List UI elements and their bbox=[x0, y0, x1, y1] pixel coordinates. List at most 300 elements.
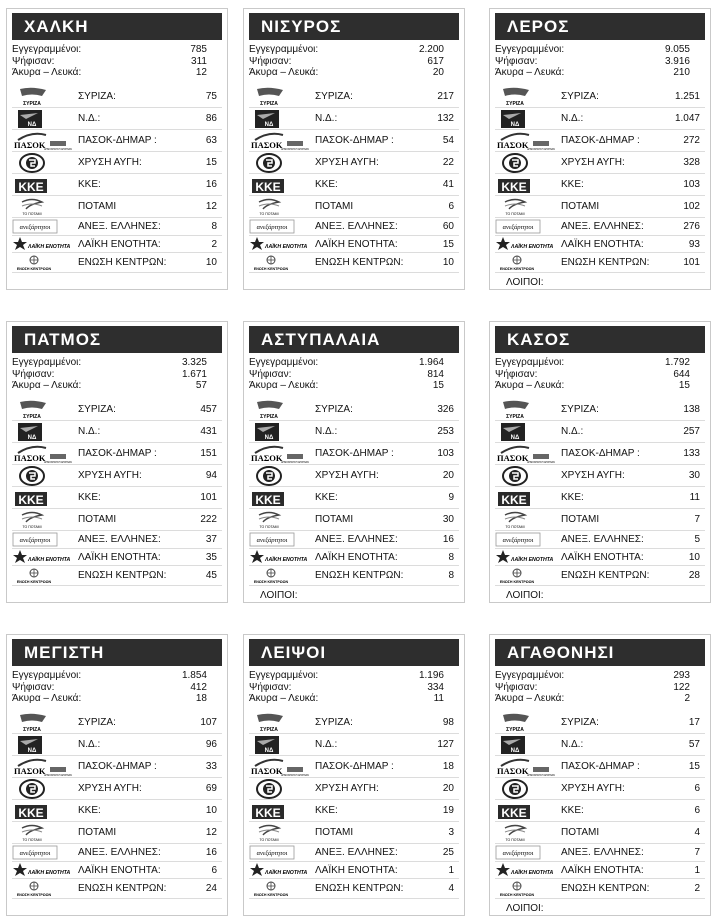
party-votes: 151 bbox=[200, 448, 217, 459]
party-name: ΛΑΪΚΗ ΕΝΟΤΗΤΑ: bbox=[561, 238, 644, 250]
party-row-potami bbox=[495, 822, 705, 844]
voted-value: 644 bbox=[673, 368, 690, 380]
voted-value: 1.671 bbox=[181, 368, 207, 380]
party-votes: 11 bbox=[689, 492, 700, 503]
registered-row bbox=[12, 670, 207, 682]
potami-logo-icon bbox=[249, 823, 305, 843]
kke-logo-icon bbox=[249, 801, 305, 821]
kke-logo-icon bbox=[12, 175, 68, 195]
party-name: ΠΟΤΑΜΙ bbox=[315, 514, 354, 525]
party-row-kke bbox=[495, 800, 705, 822]
party-name: ΣΥΡΙΖΑ: bbox=[315, 717, 353, 728]
party-name: ΧΡΥΣΗ ΑΥΓΗ: bbox=[315, 470, 379, 481]
party-name: ΠΟΤΑΜΙ bbox=[78, 827, 117, 838]
svg-text:ΠΑΣΟΚ: ΠΑΣΟΚ bbox=[497, 452, 529, 463]
party-votes: 30 bbox=[688, 470, 700, 481]
invalid-blank-value: 20 bbox=[432, 67, 444, 78]
invalid-blank-label: Άκυρα – Λευκά: bbox=[12, 67, 82, 78]
syriza-logo-icon bbox=[12, 713, 68, 733]
enosi-kentroon-logo-icon bbox=[495, 567, 551, 585]
voted-row bbox=[249, 682, 444, 694]
party-row-potami bbox=[12, 509, 222, 531]
party-votes: 15 bbox=[688, 761, 700, 772]
party-name: Ν.Δ.: bbox=[78, 426, 101, 437]
svg-text:ΠΑΣΟΚ: ΠΑΣΟΚ bbox=[497, 765, 529, 776]
party-votes: 4 bbox=[694, 827, 700, 838]
svg-text:ΕΝΩΣΗ ΚΕΝΤΡΩΩΝ: ΕΝΩΣΗ ΚΕΝΤΡΩΩΝ bbox=[499, 266, 535, 271]
party-votes: 10 bbox=[688, 551, 700, 563]
party-row-pasok-dimar bbox=[495, 443, 705, 465]
voted-value: 814 bbox=[427, 368, 444, 380]
party-row-anel bbox=[495, 844, 705, 862]
party-votes: 6 bbox=[694, 783, 700, 794]
laiki-enotita-logo-icon bbox=[495, 862, 554, 879]
remaining-label: ΛΟΙΠΟΙ: bbox=[260, 590, 298, 601]
syriza-logo-icon bbox=[249, 713, 305, 733]
party-row-laiki-enotita bbox=[495, 862, 705, 879]
party-row-chrysi-avgi bbox=[249, 465, 459, 487]
party-row-nd bbox=[249, 108, 459, 130]
svg-text:ανεξάρτητοι: ανεξάρτητοι bbox=[19, 536, 51, 544]
svg-text:ΛΑΪΚΗ ΕΝΟΤΗΤΑ: ΛΑΪΚΗ ΕΝΟΤΗΤΑ bbox=[28, 556, 71, 563]
svg-text:ΛΑΪΚΗ ΕΝΟΤΗΤΑ: ΛΑΪΚΗ ΕΝΟΤΗΤΑ bbox=[28, 869, 71, 876]
party-name: ΠΟΤΑΜΙ bbox=[561, 514, 600, 525]
island-title: ΧΑΛΚΗ bbox=[12, 13, 222, 40]
party-name: ΚΚΕ: bbox=[315, 805, 338, 816]
party-row-chrysi-avgi bbox=[495, 778, 705, 800]
party-name: ΛΑΪΚΗ ΕΝΟΤΗΤΑ: bbox=[561, 864, 644, 876]
party-name: ΚΚΕ: bbox=[561, 492, 584, 503]
enosi-kentroon-logo-icon bbox=[12, 567, 68, 585]
svg-text:ΤΟ ΠΟΤΑΜΙ: ΤΟ ΠΟΤΑΜΙ bbox=[22, 211, 42, 216]
party-name: ΧΡΥΣΗ ΑΥΓΗ: bbox=[78, 157, 142, 168]
svg-text:ΣΥΡΙΖΑ: ΣΥΡΙΖΑ bbox=[23, 413, 41, 420]
voted-label: Ψήφισαν: bbox=[249, 55, 292, 67]
potami-logo-icon bbox=[12, 823, 68, 843]
party-row-syriza bbox=[495, 86, 705, 108]
party-name: ΣΥΡΙΖΑ: bbox=[561, 404, 599, 415]
party-name: ΕΝΩΣΗ ΚΕΝΤΡΩΝ: bbox=[78, 883, 167, 894]
invalid-blank-label: Άκυρα – Λευκά: bbox=[12, 693, 82, 704]
island-stats bbox=[495, 670, 690, 705]
invalid-blank-label: Άκυρα – Λευκά: bbox=[495, 380, 565, 391]
party-name: ΕΝΩΣΗ ΚΕΝΤΡΩΝ: bbox=[78, 257, 167, 268]
party-votes: 15 bbox=[442, 238, 454, 250]
nd-logo-icon bbox=[12, 735, 68, 755]
voted-label: Ψήφισαν: bbox=[249, 681, 292, 693]
party-name: ΛΑΪΚΗ ΕΝΟΤΗΤΑ: bbox=[78, 551, 161, 563]
party-votes: 1.251 bbox=[674, 91, 700, 102]
svg-text:ΠΑΣΟΚ: ΠΑΣΟΚ bbox=[497, 139, 529, 150]
voted-label: Ψήφισαν: bbox=[12, 368, 55, 380]
registered-value: 3.325 bbox=[181, 357, 207, 368]
invalid-blank-row bbox=[249, 380, 444, 392]
party-votes: 431 bbox=[200, 426, 217, 437]
voted-label: Ψήφισαν: bbox=[249, 368, 292, 380]
party-row-pasok-dimar bbox=[495, 130, 705, 152]
party-name: ΚΚΕ: bbox=[78, 805, 101, 816]
party-name: ΕΝΩΣΗ ΚΕΝΤΡΩΝ: bbox=[315, 570, 404, 581]
chrysi-avgi-logo-icon bbox=[12, 466, 68, 486]
party-row-pasok-dimar bbox=[495, 756, 705, 778]
voted-row bbox=[495, 682, 690, 694]
party-row-chrysi-avgi bbox=[12, 778, 222, 800]
party-results-list bbox=[495, 712, 705, 899]
party-row-nd bbox=[495, 734, 705, 756]
anel-logo-icon bbox=[495, 844, 551, 862]
party-votes: 54 bbox=[442, 135, 454, 146]
party-votes: 93 bbox=[688, 238, 700, 250]
island-panel bbox=[6, 321, 228, 603]
island-panel bbox=[6, 8, 228, 290]
laiki-enotita-logo-icon bbox=[12, 236, 71, 253]
nd-logo-icon bbox=[495, 109, 551, 129]
svg-text:ΤΟ ΠΟΤΑΜΙ: ΤΟ ΠΟΤΑΜΙ bbox=[505, 524, 525, 529]
party-votes: 222 bbox=[200, 514, 217, 525]
party-name: ΕΝΩΣΗ ΚΕΝΤΡΩΝ: bbox=[78, 570, 167, 581]
party-row-enosi-kentroon bbox=[12, 879, 222, 899]
party-name: ΠΑΣΟΚ-ΔΗΜΑΡ : bbox=[315, 448, 394, 459]
svg-text:ανεξάρτητοι: ανεξάρτητοι bbox=[19, 849, 51, 857]
svg-text:ανεξάρτητοι: ανεξάρτητοι bbox=[256, 223, 288, 231]
party-name: Ν.Δ.: bbox=[561, 113, 584, 124]
party-row-enosi-kentroon bbox=[249, 566, 459, 586]
party-row-potami bbox=[249, 196, 459, 218]
registered-value: 1.854 bbox=[181, 670, 207, 681]
remaining-label: ΛΟΙΠΟΙ: bbox=[506, 903, 544, 914]
svg-text:KKE: KKE bbox=[501, 805, 527, 820]
party-name: Ν.Δ.: bbox=[315, 739, 338, 750]
party-row-enosi-kentroon bbox=[249, 253, 459, 273]
svg-text:ΠΑΣΟΚ: ΠΑΣΟΚ bbox=[14, 452, 46, 463]
island-title: ΑΣΤΥΠΑΛΑΙΑ bbox=[249, 326, 459, 353]
potami-logo-icon bbox=[495, 510, 551, 530]
party-row-potami bbox=[12, 822, 222, 844]
invalid-blank-row bbox=[249, 693, 444, 705]
party-votes: 22 bbox=[442, 157, 454, 168]
party-row-potami bbox=[249, 509, 459, 531]
registered-value: 293 bbox=[673, 670, 690, 681]
party-name: ΛΑΪΚΗ ΕΝΟΤΗΤΑ: bbox=[315, 238, 398, 250]
registered-row bbox=[249, 357, 444, 369]
nd-logo-icon bbox=[249, 109, 305, 129]
party-name: Ν.Δ.: bbox=[315, 113, 338, 124]
svg-text:ΝΔ: ΝΔ bbox=[264, 121, 274, 128]
party-row-anel bbox=[249, 844, 459, 862]
party-name: ΛΑΪΚΗ ΕΝΟΤΗΤΑ: bbox=[78, 864, 161, 876]
voted-label: Ψήφισαν: bbox=[495, 368, 538, 380]
island-panel bbox=[243, 634, 465, 916]
svg-text:ΝΔ: ΝΔ bbox=[510, 434, 520, 441]
party-results-list bbox=[495, 399, 705, 586]
svg-text:ΠΑΣΟΚ: ΠΑΣΟΚ bbox=[251, 765, 283, 776]
enosi-kentroon-logo-icon bbox=[495, 880, 551, 898]
party-name: Ν.Δ.: bbox=[78, 113, 101, 124]
party-name: ΠΑΣΟΚ-ΔΗΜΑΡ : bbox=[315, 135, 394, 146]
svg-text:ΝΔ: ΝΔ bbox=[27, 434, 37, 441]
svg-text:ΔΗΜΟΚΡΑΤΙΚΗ ΑΡΙΣΤΕΡΑ: ΔΗΜΟΚΡΑΤΙΚΗ ΑΡΙΣΤΕΡΑ bbox=[281, 461, 309, 464]
svg-text:ΤΟ ΠΟΤΑΜΙ: ΤΟ ΠΟΤΑΜΙ bbox=[259, 524, 279, 529]
svg-text:KKE: KKE bbox=[18, 805, 44, 820]
svg-text:ΤΟ ΠΟΤΑΜΙ: ΤΟ ΠΟΤΑΜΙ bbox=[22, 524, 42, 529]
svg-text:ΕΝΩΣΗ ΚΕΝΤΡΩΩΝ: ΕΝΩΣΗ ΚΕΝΤΡΩΩΝ bbox=[16, 266, 52, 271]
party-row-potami bbox=[495, 509, 705, 531]
island-title: ΚΑΣΟΣ bbox=[495, 326, 705, 353]
island-title: ΑΓΑΘΟΝΗΣΙ bbox=[495, 639, 705, 666]
pasok-dimar-logo-icon bbox=[495, 444, 555, 464]
party-name: ΠΟΤΑΜΙ bbox=[315, 827, 354, 838]
island-panel bbox=[243, 8, 465, 290]
party-row-laiki-enotita bbox=[12, 236, 222, 253]
svg-text:ΔΗΜΟΚΡΑΤΙΚΗ ΑΡΙΣΤΕΡΑ: ΔΗΜΟΚΡΑΤΙΚΗ ΑΡΙΣΤΕΡΑ bbox=[527, 148, 555, 151]
pasok-dimar-logo-icon bbox=[12, 757, 72, 777]
party-votes: 15 bbox=[205, 157, 217, 168]
svg-text:ΛΑΪΚΗ ΕΝΟΤΗΤΑ: ΛΑΪΚΗ ΕΝΟΤΗΤΑ bbox=[265, 869, 308, 876]
party-name: ΠΑΣΟΚ-ΔΗΜΑΡ : bbox=[315, 761, 394, 772]
island-title: ΠΑΤΜΟΣ bbox=[12, 326, 222, 353]
invalid-blank-value: 15 bbox=[432, 380, 444, 391]
party-votes: 20 bbox=[442, 470, 454, 481]
voted-value: 617 bbox=[427, 55, 444, 67]
party-row-enosi-kentroon bbox=[495, 566, 705, 586]
invalid-blank-value: 12 bbox=[195, 67, 207, 78]
pasok-dimar-logo-icon bbox=[12, 444, 72, 464]
party-votes: 30 bbox=[442, 514, 454, 525]
party-votes: 2 bbox=[211, 238, 217, 250]
party-votes: 33 bbox=[205, 761, 217, 772]
party-name: ΕΝΩΣΗ ΚΕΝΤΡΩΝ: bbox=[315, 257, 404, 268]
party-name: ΑΝΕΞ. ΕΛΛΗΝΕΣ: bbox=[561, 534, 644, 545]
pasok-dimar-logo-icon bbox=[249, 444, 309, 464]
invalid-blank-value: 11 bbox=[433, 693, 444, 704]
party-votes: 10 bbox=[442, 257, 454, 268]
party-row-pasok-dimar bbox=[249, 756, 459, 778]
registered-row bbox=[495, 670, 690, 682]
remaining-label: ΛΟΙΠΟΙ: bbox=[506, 590, 544, 601]
party-votes: 1 bbox=[448, 864, 454, 876]
party-name: ΧΡΥΣΗ ΑΥΓΗ: bbox=[561, 157, 625, 168]
svg-text:ΣΥΡΙΖΑ: ΣΥΡΙΖΑ bbox=[506, 100, 524, 107]
party-name: ΕΝΩΣΗ ΚΕΝΤΡΩΝ: bbox=[561, 883, 650, 894]
party-row-chrysi-avgi bbox=[249, 152, 459, 174]
party-votes: 17 bbox=[688, 717, 700, 728]
invalid-blank-row bbox=[495, 693, 690, 705]
party-votes: 7 bbox=[694, 847, 700, 858]
nd-logo-icon bbox=[249, 735, 305, 755]
anel-logo-icon bbox=[495, 218, 551, 236]
party-name: ΧΡΥΣΗ ΑΥΓΗ: bbox=[561, 470, 625, 481]
party-name: ΧΡΥΣΗ ΑΥΓΗ: bbox=[561, 783, 625, 794]
party-name: Ν.Δ.: bbox=[561, 739, 584, 750]
voted-row bbox=[495, 56, 690, 68]
kke-logo-icon bbox=[12, 488, 68, 508]
kke-logo-icon bbox=[495, 488, 551, 508]
party-results-list bbox=[249, 399, 459, 586]
party-row-anel bbox=[249, 531, 459, 549]
svg-text:ΛΑΪΚΗ ΕΝΟΤΗΤΑ: ΛΑΪΚΗ ΕΝΟΤΗΤΑ bbox=[28, 243, 71, 250]
party-name: ΛΑΪΚΗ ΕΝΟΤΗΤΑ: bbox=[561, 551, 644, 563]
registered-label: Εγγεγραμμένοι: bbox=[495, 670, 565, 681]
invalid-blank-row bbox=[12, 67, 207, 79]
svg-text:ανεξάρτητοι: ανεξάρτητοι bbox=[256, 849, 288, 857]
svg-text:ΔΗΜΟΚΡΑΤΙΚΗ ΑΡΙΣΤΕΡΑ: ΔΗΜΟΚΡΑΤΙΚΗ ΑΡΙΣΤΕΡΑ bbox=[527, 774, 555, 777]
chrysi-avgi-logo-icon bbox=[249, 779, 305, 799]
party-name: ΑΝΕΞ. ΕΛΛΗΝΕΣ: bbox=[78, 221, 161, 232]
party-row-chrysi-avgi bbox=[12, 152, 222, 174]
svg-text:ΔΗΜΟΚΡΑΤΙΚΗ ΑΡΙΣΤΕΡΑ: ΔΗΜΟΚΡΑΤΙΚΗ ΑΡΙΣΤΕΡΑ bbox=[281, 774, 309, 777]
party-name: ΧΡΥΣΗ ΑΥΓΗ: bbox=[315, 157, 379, 168]
svg-text:ΕΝΩΣΗ ΚΕΝΤΡΩΩΝ: ΕΝΩΣΗ ΚΕΝΤΡΩΩΝ bbox=[253, 579, 289, 584]
svg-text:ΣΥΡΙΖΑ: ΣΥΡΙΖΑ bbox=[506, 726, 524, 733]
island-stats bbox=[495, 44, 690, 79]
anel-logo-icon bbox=[12, 218, 68, 236]
svg-text:ΤΟ ΠΟΤΑΜΙ: ΤΟ ΠΟΤΑΜΙ bbox=[22, 837, 42, 842]
island-stats bbox=[12, 670, 207, 705]
party-votes: 101 bbox=[200, 492, 217, 503]
registered-label: Εγγεγραμμένοι: bbox=[495, 44, 565, 55]
anel-logo-icon bbox=[12, 531, 68, 549]
kke-logo-icon bbox=[249, 488, 305, 508]
party-votes: 103 bbox=[437, 448, 454, 459]
enosi-kentroon-logo-icon bbox=[495, 254, 551, 272]
party-name: ΣΥΡΙΖΑ: bbox=[78, 404, 116, 415]
registered-value: 1.196 bbox=[418, 670, 444, 681]
party-votes: 10 bbox=[205, 257, 217, 268]
party-name: ΑΝΕΞ. ΕΛΛΗΝΕΣ: bbox=[315, 847, 398, 858]
party-name: ΕΝΩΣΗ ΚΕΝΤΡΩΝ: bbox=[561, 570, 650, 581]
svg-text:ΕΝΩΣΗ ΚΕΝΤΡΩΩΝ: ΕΝΩΣΗ ΚΕΝΤΡΩΩΝ bbox=[16, 579, 52, 584]
party-row-kke bbox=[249, 174, 459, 196]
party-row-syriza bbox=[12, 86, 222, 108]
enosi-kentroon-logo-icon bbox=[249, 254, 305, 272]
party-row-kke bbox=[249, 487, 459, 509]
party-row-anel bbox=[12, 531, 222, 549]
remaining-label: ΛΟΙΠΟΙ: bbox=[506, 277, 544, 288]
party-name: ΠΟΤΑΜΙ bbox=[561, 201, 600, 212]
party-votes: 457 bbox=[200, 404, 217, 415]
invalid-blank-label: Άκυρα – Λευκά: bbox=[249, 693, 319, 704]
island-panel bbox=[489, 8, 711, 290]
svg-text:ΕΝΩΣΗ ΚΕΝΤΡΩΩΝ: ΕΝΩΣΗ ΚΕΝΤΡΩΩΝ bbox=[253, 266, 289, 271]
laiki-enotita-logo-icon bbox=[495, 549, 554, 566]
party-row-anel bbox=[495, 531, 705, 549]
party-row-kke bbox=[495, 174, 705, 196]
nd-logo-icon bbox=[495, 422, 551, 442]
party-name: ΠΑΣΟΚ-ΔΗΜΑΡ : bbox=[78, 448, 157, 459]
party-results-list bbox=[249, 712, 459, 899]
party-votes: 16 bbox=[205, 179, 217, 190]
party-row-potami bbox=[12, 196, 222, 218]
party-row-laiki-enotita bbox=[495, 236, 705, 253]
party-row-enosi-kentroon bbox=[495, 879, 705, 899]
party-row-laiki-enotita bbox=[249, 862, 459, 879]
svg-text:ανεξάρτητοι: ανεξάρτητοι bbox=[502, 223, 534, 231]
pasok-dimar-logo-icon bbox=[495, 757, 555, 777]
registered-value: 785 bbox=[190, 44, 207, 55]
party-row-syriza bbox=[249, 712, 459, 734]
island-panel bbox=[489, 634, 711, 916]
potami-logo-icon bbox=[249, 510, 305, 530]
party-votes: 24 bbox=[205, 883, 217, 894]
registered-row bbox=[249, 44, 444, 56]
laiki-enotita-logo-icon bbox=[12, 549, 71, 566]
pasok-dimar-logo-icon bbox=[249, 131, 309, 151]
party-name: ΚΚΕ: bbox=[561, 179, 584, 190]
registered-label: Εγγεγραμμένοι: bbox=[495, 357, 565, 368]
laiki-enotita-logo-icon bbox=[249, 236, 308, 253]
party-row-syriza bbox=[12, 712, 222, 734]
svg-text:ΣΥΡΙΖΑ: ΣΥΡΙΖΑ bbox=[260, 726, 278, 733]
party-votes: 41 bbox=[442, 179, 454, 190]
svg-text:ΕΝΩΣΗ ΚΕΝΤΡΩΩΝ: ΕΝΩΣΗ ΚΕΝΤΡΩΩΝ bbox=[499, 892, 535, 897]
party-votes: 326 bbox=[437, 404, 454, 415]
party-votes: 35 bbox=[205, 551, 217, 563]
party-votes: 60 bbox=[442, 221, 454, 232]
party-name: ΣΥΡΙΖΑ: bbox=[561, 717, 599, 728]
svg-text:ΠΑΣΟΚ: ΠΑΣΟΚ bbox=[14, 765, 46, 776]
registered-row bbox=[12, 44, 207, 56]
party-row-anel bbox=[12, 844, 222, 862]
party-row-syriza bbox=[12, 399, 222, 421]
registered-row bbox=[495, 44, 690, 56]
party-votes: 328 bbox=[683, 157, 700, 168]
party-row-syriza bbox=[495, 712, 705, 734]
invalid-blank-label: Άκυρα – Λευκά: bbox=[12, 380, 82, 391]
party-row-nd bbox=[249, 421, 459, 443]
party-row-potami bbox=[495, 196, 705, 218]
party-name: ΛΑΪΚΗ ΕΝΟΤΗΤΑ: bbox=[315, 864, 398, 876]
potami-logo-icon bbox=[495, 197, 551, 217]
party-name: ΑΝΕΞ. ΕΛΛΗΝΕΣ: bbox=[315, 534, 398, 545]
registered-label: Εγγεγραμμένοι: bbox=[12, 44, 82, 55]
voted-value: 412 bbox=[190, 681, 207, 693]
party-votes: 19 bbox=[442, 805, 454, 816]
invalid-blank-value: 210 bbox=[673, 67, 690, 78]
svg-text:ΕΝΩΣΗ ΚΕΝΤΡΩΩΝ: ΕΝΩΣΗ ΚΕΝΤΡΩΩΝ bbox=[499, 579, 535, 584]
voted-value: 334 bbox=[427, 681, 444, 693]
nd-logo-icon bbox=[249, 422, 305, 442]
svg-text:ΣΥΡΙΖΑ: ΣΥΡΙΖΑ bbox=[260, 100, 278, 107]
party-votes: 101 bbox=[683, 257, 700, 268]
party-votes: 12 bbox=[205, 201, 217, 212]
svg-text:KKE: KKE bbox=[501, 492, 527, 507]
party-row-kke bbox=[495, 487, 705, 509]
party-name: ΕΝΩΣΗ ΚΕΝΤΡΩΝ: bbox=[315, 883, 404, 894]
party-row-nd bbox=[495, 421, 705, 443]
party-name: ΠΟΤΑΜΙ bbox=[78, 514, 117, 525]
svg-text:ΝΔ: ΝΔ bbox=[27, 121, 37, 128]
nd-logo-icon bbox=[12, 109, 68, 129]
voted-label: Ψήφισαν: bbox=[12, 55, 55, 67]
kke-logo-icon bbox=[249, 175, 305, 195]
voted-row bbox=[12, 369, 207, 381]
party-row-potami bbox=[249, 822, 459, 844]
svg-text:KKE: KKE bbox=[255, 492, 281, 507]
party-votes: 107 bbox=[200, 717, 217, 728]
registered-row bbox=[249, 670, 444, 682]
syriza-logo-icon bbox=[249, 87, 305, 107]
svg-text:ΝΔ: ΝΔ bbox=[510, 747, 520, 754]
party-votes: 45 bbox=[205, 570, 217, 581]
party-row-enosi-kentroon bbox=[12, 566, 222, 586]
svg-text:ανεξάρτητοι: ανεξάρτητοι bbox=[502, 849, 534, 857]
svg-text:ΔΗΜΟΚΡΑΤΙΚΗ ΑΡΙΣΤΕΡΑ: ΔΗΜΟΚΡΑΤΙΚΗ ΑΡΙΣΤΕΡΑ bbox=[44, 148, 72, 151]
party-row-kke bbox=[249, 800, 459, 822]
party-name: Ν.Δ.: bbox=[78, 739, 101, 750]
party-name: ΠΑΣΟΚ-ΔΗΜΑΡ : bbox=[561, 761, 640, 772]
voted-row bbox=[12, 682, 207, 694]
svg-text:ΠΑΣΟΚ: ΠΑΣΟΚ bbox=[251, 139, 283, 150]
